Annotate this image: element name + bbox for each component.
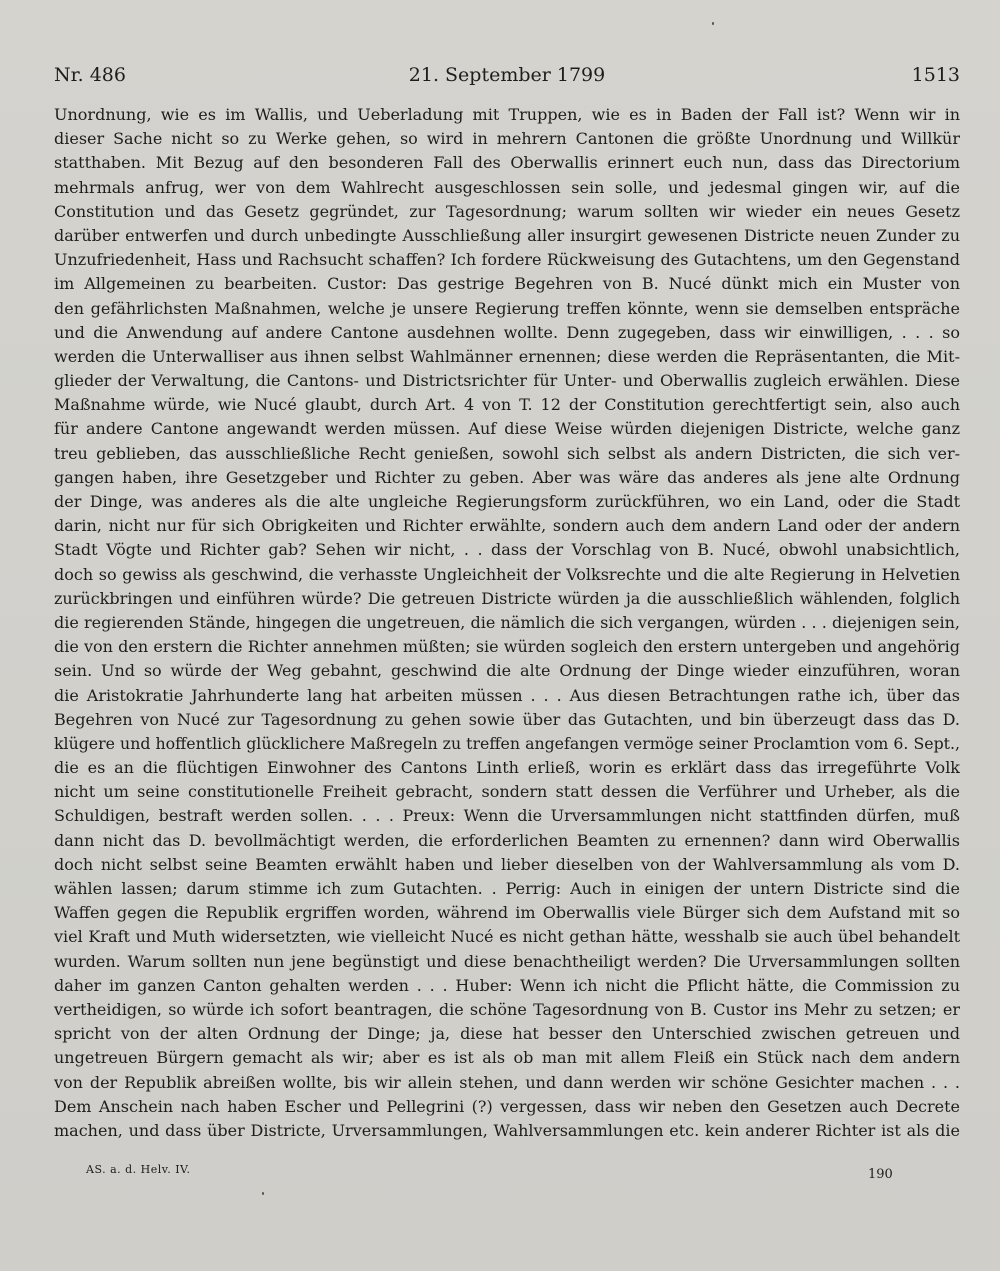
text-line: dieser Sache nicht so zu Werke gehen, so wird in mehrern Cantonen die größte Unordnung und Willkür [54,129,960,149]
text-line: sein. Und so würde der Weg gebahnt, geschwind die alte Ordnung der Dinge wieder einzuführen, woran [54,661,960,681]
text-line: die regierenden Stände, hingegen die ungetreuen, die nämlich die sich vergangen, würden . . . diejenigen sein, [54,612,960,632]
text-line: darüber entwerfen und durch unbedingte Ausschließung aller insurgirt gewesenen Districte neuen Zunder zu [54,225,960,245]
text-line: von der Republik abreißen wollte, bis wir allein stehen, und dann werden wir schöne Gesichter machen . . . [54,1072,960,1092]
text-line: die Aristokratie Jahrhunderte lang hat arbeiten müssen . . . Aus diesen Betrachtungen rathe ich, über das [54,685,960,705]
text-line: für andere Cantone angewandt werden müssen. Auf diese Weise würden diejenigen Districte, welche ganz [54,419,960,439]
text-line: werden die Unterwalliser aus ihnen selbst Wahlmänner ernennen; diese werden die Repräsentanten, die Mit- [54,346,960,366]
text-line: gangen haben, ihre Gesetzgeber und Richter zu geben. Aber was wäre das anderes als jene alte Ordnung [54,467,960,487]
text-line: mehrmals anfrug, wer von dem Wahlrecht ausgeschlossen sein solle, und jedesmal gingen wir, auf die [54,177,960,197]
header-date: 21. September 1799 [408,64,606,86]
body-text [54,103,960,1143]
text-line: die es an die flüchtigen Einwohner des Cantons Linth erließ, worin es erklärt dass das irregeführte Volk [54,758,960,778]
text-line: zurückbringen und einführen würde? Die getreuen Districte würden ja die ausschließlich wählenden, folglich [54,588,960,608]
text-line: vertheidigen, so würde ich sofort beantragen, die schöne Tagesordnung von B. Custor ins Mehr zu setzen; er [54,999,960,1019]
text-line: statthaben. Mit Bezug auf den besonderen Fall des Oberwallis erinnert euch nun, dass das Directorium [54,153,960,173]
text-line: Begehren von Nucé zur Tagesordnung zu gehen sowie über das Gutachten, und bin überzeugt dass das D. [54,709,960,729]
text-line: glieder der Verwaltung, die Cantons- und Districtsrichter für Unter- und Oberwallis zugleich erwählen. Diese [54,371,960,391]
text-line: ungetreuen Bürgern gemacht als wir; aber es ist als ob man mit allem Fleiß ein Stück nach dem andern [54,1048,960,1068]
text-line: den gefährlichsten Maßnahmen, welche je unsere Regierung treffen könnte, wenn sie demselben entspräche [54,298,960,318]
text-line: Maßnahme würde, wie Nucé glaubt, durch Art. 4 von T. 12 der Constitution gerechtfertigt sein, also auch [54,395,960,415]
document-number: Nr. 486 [54,64,126,86]
footer-signature: AS. a. d. Helv. IV. [86,1163,191,1176]
paper-speck [712,22,714,25]
text-line: dann nicht das D. bevollmächtigt werden, die erforderlichen Beamten zu ernennen? dann wird Oberwallis [54,830,960,850]
text-line: darin, nicht nur für sich Obrigkeiten und Richter erwählte, sondern auch dem andern Land oder der andern [54,516,960,536]
text-line: treu geblieben, das ausschließliche Recht genießen, sowohl sich selbst als andern Districten, die sich ver- [54,443,960,463]
page-number: 1513 [911,64,960,86]
text-line: spricht von der alten Ordnung der Dinge; ja, diese hat besser den Unterschied zwischen getreuen und [54,1024,960,1044]
text-line: wählen lassen; darum stimme ich zum Gutachten. . Perrig: Auch in einigen der untern Districte sind die [54,879,960,898]
paper-speck [262,1192,264,1195]
text-line: daher im ganzen Canton gehalten werden . . . Huber: Wenn ich nicht die Pflicht hätte, die Commission zu [54,975,960,995]
text-line: wurden. Warum sollten nun jene begünstigt und diese benachtheiligt werden? Die Urversammlungen sollten [54,951,960,971]
text-line: Unordnung, wie es im Wallis, und Ueberladung mit Truppen, wie es in Baden der Fall ist? Wenn wir in [54,105,960,124]
text-line: Constitution und das Gesetz gegründet, zur Tagesordnung; warum sollten wir wieder ein neues Gesetz [54,201,960,221]
text-line: die von den erstern die Richter annehmen müßten; sie würden sogleich den erstern untergeben und angehörig [54,637,960,657]
text-line: doch so gewiss als geschwind, die verhasste Ungleichheit der Volksrechte und die alte Regierung in Helvetien [54,564,960,584]
page-header [54,64,960,88]
text-line: der Dinge, was anderes als die alte ungleiche Regierungsform zurückführen, wo ein Land, oder die Stadt [54,492,960,511]
text-line: Schuldigen, bestraft werden sollen. . . . Preux: Wenn die Urversammlungen nicht stattfinden dürfen, muß [54,806,960,826]
text-line: nicht um seine constitutionelle Freiheit gebracht, sondern statt dessen die Verführer und Urheber, als die [54,782,960,802]
text-line: viel Kraft und Muth widersetzten, wie vielleicht Nucé es nicht gethan hätte, wesshalb sie auch übel behandelt [54,927,960,947]
text-line: Unzufriedenheit, Hass und Rachsucht schaffen? Ich fordere Rückweisung des Gutachtens, um den Gegenstand [54,250,960,270]
text-line: im Allgemeinen zu bearbeiten. Custor: Das gestrige Begehren von B. Nucé dünkt mich ein Muster von [54,274,960,294]
text-line: doch nicht selbst seine Beamten erwählt haben und lieber dieselben von der Wahlversammlung als vom D. [54,854,960,874]
text-line: und die Anwendung auf andere Cantone ausdehnen wollte. Denn zugegeben, dass wir einwilligen, . . . so [54,322,960,342]
text-line: Dem Anschein nach haben Escher und Pellegrini (?) vergessen, dass wir neben den Gesetzen auch Decrete [54,1096,960,1116]
text-line: Waffen gegen die Republik ergriffen worden, während im Oberwallis viele Bürger sich dem Aufstand mit so [54,903,960,923]
sheet-number: 190 [868,1167,893,1182]
text-line: Stadt Vögte und Richter gab? Sehen wir nicht, . . dass der Vorschlag von B. Nucé, obwohl unabsichtlich, [54,540,960,560]
text-line: machen, und dass über Districte, Urversammlungen, Wahlversammlungen etc. kein anderer Richter ist als die [54,1120,960,1140]
text-line: klügere und hoffentlich glücklichere Maßregeln zu treffen angefangen vermöge seiner Proclamtion vom 6. Sept., [54,733,960,753]
